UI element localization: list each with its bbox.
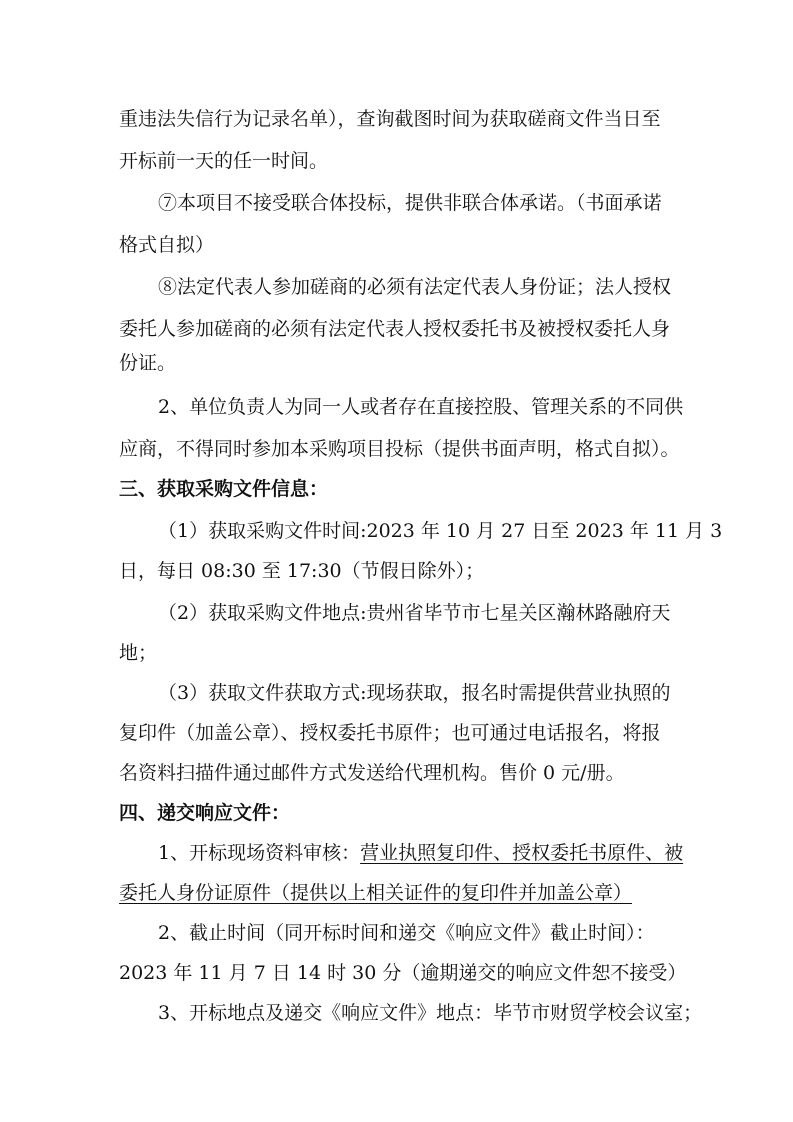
text-segment: 1、开标现场资料审核：: [158, 842, 361, 864]
text-line: （1）获取采购文件时间:2023 年 10 月 27 日至 2023 年 11 月 3: [158, 520, 723, 542]
text-line: [158, 840, 683, 866]
text-line: 开标前一天的任一时间。: [119, 150, 329, 172]
section-heading: 三、获取采购文件信息：: [119, 478, 329, 500]
text-line: （3）获取文件获取方式:现场获取，报名时需提供营业执照的: [158, 682, 671, 704]
text-line: （2）获取采购文件地点:贵州省毕节市七星关区瀚林路融府天: [158, 602, 671, 624]
text-line: 3、开标地点及递交《响应文件》地点：毕节市财贸学校会议室；: [158, 1002, 703, 1024]
text-line: 应商，不得同时参加本采购项目投标（提供书面声明，格式自拟）。: [119, 438, 680, 460]
section-heading: 四、递交响应文件：: [119, 802, 291, 824]
text-line: 日，每日 08:30 至 17:30（节假日除外）；: [119, 560, 485, 582]
text-line: 2023 年 11 月 7 日 14 时 30 分（逾期递交的响应文件恕不接受）: [119, 962, 687, 984]
text-line: ⑦本项目不接受联合体投标，提供非联合体承诺。（书面承诺: [158, 192, 662, 214]
text-line: 复印件（加盖公章）、授权委托书原件；也可通过电话报名，将报: [119, 722, 661, 744]
text-line: 重违法失信行为记录名单），查询截图时间为获取磋商文件当日至: [119, 108, 661, 130]
text-line: ⑧法定代表人参加磋商的必须有法定代表人身份证；法人授权: [158, 276, 672, 298]
text-line: 地；: [119, 642, 158, 664]
underlined-text-line: 委托人身份证原件（提供以上相关证件的复印件并加盖公章）: [119, 882, 633, 904]
text-line: 名资料扫描件通过邮件方式发送给代理机构。售价 0 元/册。: [119, 762, 625, 784]
underlined-text: 营业执照复印件、授权委托书原件、被: [360, 842, 684, 864]
text-line: 委托人参加磋商的必须有法定代表人授权委托书及被授权委托人身: [119, 318, 671, 340]
text-line: 格式自拟）: [119, 234, 215, 256]
text-line: 份证。: [119, 352, 177, 374]
text-line: 2、单位负责人为同一人或者存在直接控股、管理关系的不同供: [158, 396, 684, 418]
text-line: 2、截止时间（同开标时间和递交《响应文件》截止时间）：: [158, 922, 655, 944]
